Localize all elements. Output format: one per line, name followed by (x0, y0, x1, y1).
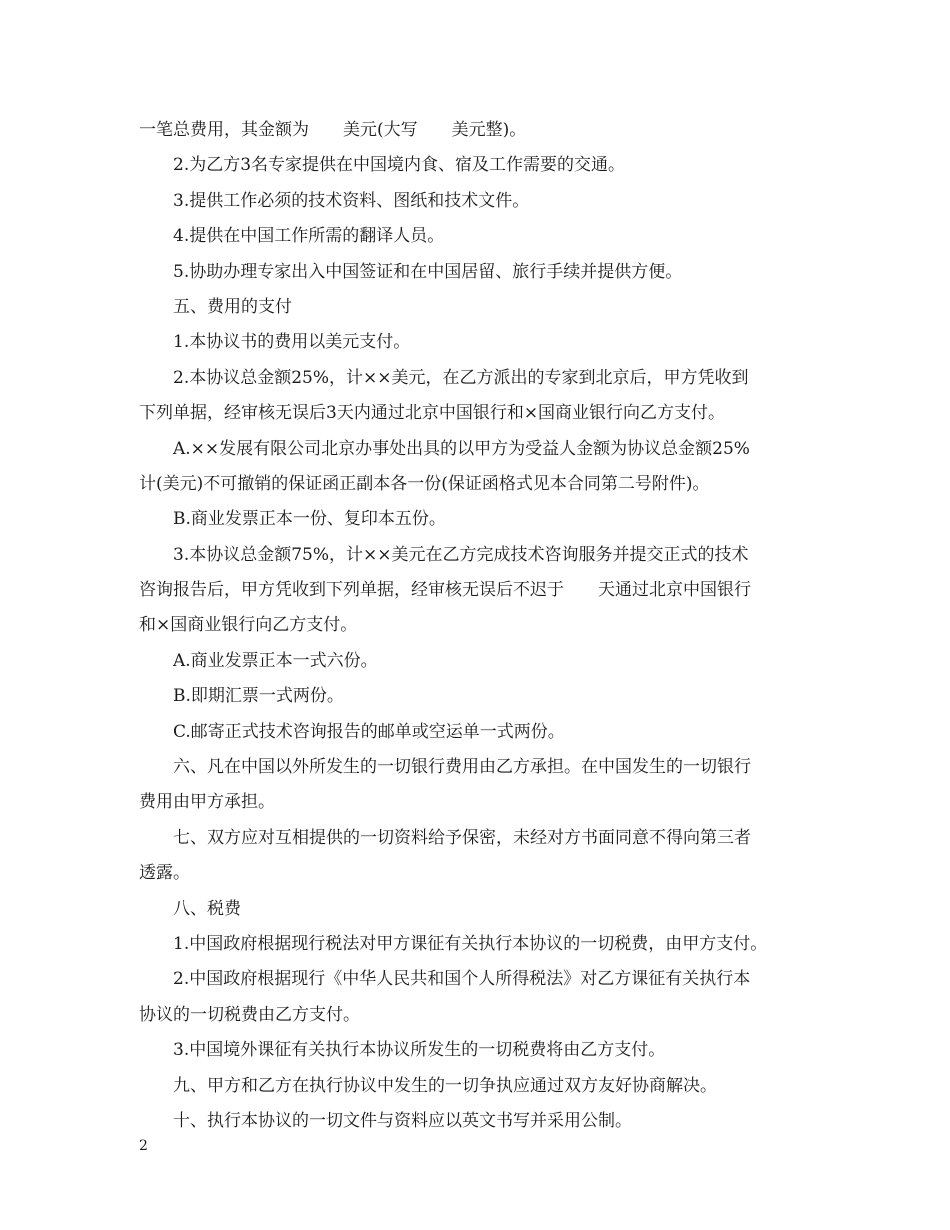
text-line: 下列单据，经审核无误后3天内通过北京中国银行和×国商业银行向乙方支付。 (139, 403, 726, 424)
text-line: A.××发展有限公司北京办事处出具的以甲方为受益人金额为协议总金额25% (173, 438, 750, 459)
document-body (139, 113, 819, 1139)
text-line: 3.提供工作必须的技术资料、图纸和技术文件。 (173, 190, 530, 211)
text-line: 费用由甲方承担。 (139, 792, 275, 813)
text-line: 4.提供在中国工作所需的翻译人员。 (173, 226, 445, 247)
text-line: A.商业发票正本一式六份。 (173, 650, 378, 671)
text-line: 五、费用的支付 (173, 296, 292, 317)
text-line: 透露。 (139, 863, 190, 884)
text-line: 1.本协议书的费用以美元支付。 (173, 332, 411, 353)
text-line: 5.协助办理专家出入中国签证和在中国居留、旅行手续并提供方便。 (173, 261, 683, 282)
text-line: 七、双方应对互相提供的一切资料给予保密，未经对方书面同意不得向第三者 (173, 827, 751, 848)
text-line: 计(美元)不可撤销的保证函正副本各一份(保证函格式见本合同第二号附件)。 (139, 473, 710, 494)
text-line: 六、凡在中国以外所发生的一切银行费用由乙方承担。在中国发生的一切银行 (173, 757, 751, 778)
text-line: 2.本协议总金额25%，计××美元，在乙方派出的专家到北京后，甲方凭收到 (173, 367, 749, 388)
text-line: 3.本协议总金额75%，计××美元在乙方完成技术咨询服务并提交正式的技术 (173, 544, 749, 565)
text-line: 2.中国政府根据现行《中华人民共和国个人所得税法》对乙方课征有关执行本 (173, 969, 751, 990)
text-line: B.商业发票正本一份、复印本五份。 (173, 509, 446, 530)
text-line: 咨询报告后，甲方凭收到下列单据，经审核无误后不迟于 天通过北京中国银行 (139, 580, 751, 601)
text-line: 九、甲方和乙方在执行协议中发生的一切争执应通过双方友好协商解决。 (173, 1075, 717, 1096)
text-line: 一笔总费用，其金额为 美元(大写 美元整)。 (139, 120, 527, 140)
text-line: 八、税费 (173, 898, 241, 919)
text-line: 2.为乙方3名专家提供在中国境内食、宿及工作需要的交通。 (173, 155, 626, 176)
text-line: 3.中国境外课征有关执行本协议所发生的一切税费将由乙方支付。 (173, 1040, 666, 1061)
text-line: 和×国商业银行向乙方支付。 (139, 615, 358, 636)
page-number: 2 (139, 1138, 148, 1154)
text-line: B.即期汇票一式两份。 (173, 686, 344, 707)
text-line: C.邮寄正式技术咨询报告的邮单或空运单一式两份。 (173, 721, 565, 742)
text-line: 协议的一切税费由乙方支付。 (139, 1004, 360, 1025)
text-line: 1.中国政府根据现行税法对甲方课征有关执行本协议的一切税费，由甲方支付。 (173, 933, 768, 954)
text-line: 十、执行本协议的一切文件与资料应以英文书写并采用公制。 (173, 1110, 632, 1131)
